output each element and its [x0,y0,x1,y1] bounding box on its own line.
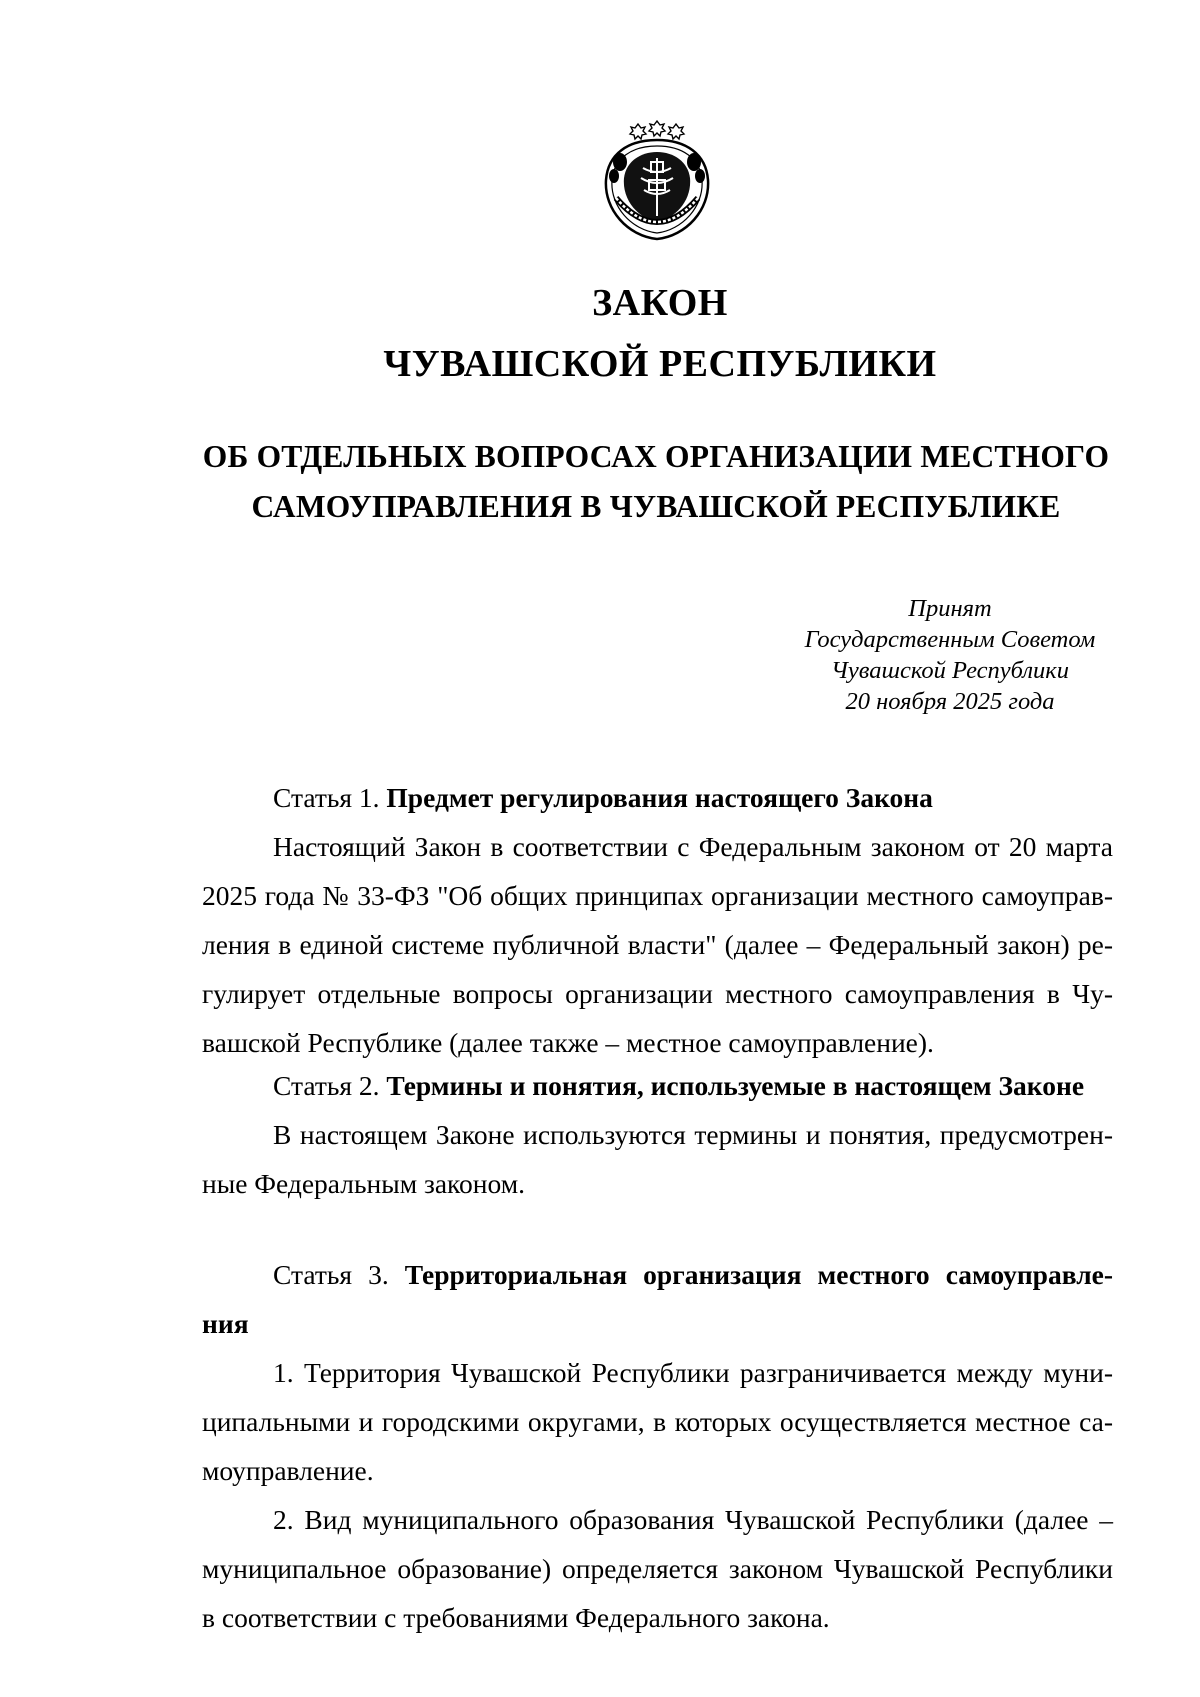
text-line: 2. Вид муниципального образования Чувашской Республики (далее – [273,1504,1113,1535]
adoption-line: Государственным Советом [804,626,1096,653]
text-line: В настоящем Законе используются термины и понятия, предусмотрен- [273,1119,1113,1150]
article-title: Термины и понятия, используемые в настоящем Законе [386,1070,1085,1101]
article-title: Территориальная организация местного самоуправле- [404,1259,1113,1290]
text-line: ные Федеральным законом. [202,1168,525,1199]
article-paragraph [202,1348,1113,1495]
article-number: Статья 3. [273,1259,405,1290]
adoption-line: Принят [908,595,992,622]
adoption-date: 20 ноября 2025 года [845,688,1055,715]
article-heading [202,773,1113,822]
subject-line: ОБ ОТДЕЛЬНЫХ ВОПРОСАХ ОРГАНИЗАЦИИ МЕСТНОГО [202,439,1110,474]
subject-line: САМОУПРАВЛЕНИЯ В ЧУВАШСКОЙ РЕСПУБЛИКЕ [251,489,1061,524]
article-title: Предмет регулирования настоящего Закона [386,782,933,813]
text-line: в соответствии с требованиями Федерального закона. [202,1602,830,1633]
text-line: Настоящий Закон в соответствии с Федеральным законом от 20 марта [273,831,1113,862]
text-line: ления в единой системе публичной власти" (далее – Федеральный закон) ре- [202,929,1113,960]
article-1 [202,773,1113,1067]
adoption-line: Чувашской Республики [831,657,1069,684]
article-title-continued: ния [202,1308,249,1339]
text-line: муниципальное образование) определяется законом Чувашской Республики [202,1553,1113,1584]
text-line: вашской Республике (далее также – местное самоуправление). [202,1027,934,1058]
article-number: Статья 2. [273,1070,387,1101]
article-paragraph [202,1495,1113,1642]
republic-heading: ЧУВАШСКОЙ РЕСПУБЛИКИ [383,343,937,385]
text-line: гулирует отдельные вопросы организации местного самоуправления в Чу- [202,978,1113,1009]
law-heading: ЗАКОН [592,282,728,324]
article-heading [202,1250,1113,1348]
adoption-note [760,593,1140,717]
article-heading-line [202,1250,1113,1299]
text-line: моуправление. [202,1455,374,1486]
text-line: 1. Территория Чувашской Республики разграничивается между муни- [273,1357,1113,1388]
coat-of-arms-emblem [598,118,716,242]
text-line: 2025 года № 33-ФЗ "Об общих принципах организации местного самоуправ- [202,880,1113,911]
article-paragraph [202,822,1113,1067]
article-2 [202,1061,1113,1208]
article-3 [202,1250,1113,1642]
law-subject-title [196,432,1116,532]
article-heading-line [202,1299,1113,1348]
article-paragraph [202,1110,1113,1208]
text-line: ципальными и городскими округами, в которых осуществляется местное са- [202,1406,1113,1437]
article-heading [202,1061,1113,1110]
article-number: Статья 1. [273,782,387,813]
